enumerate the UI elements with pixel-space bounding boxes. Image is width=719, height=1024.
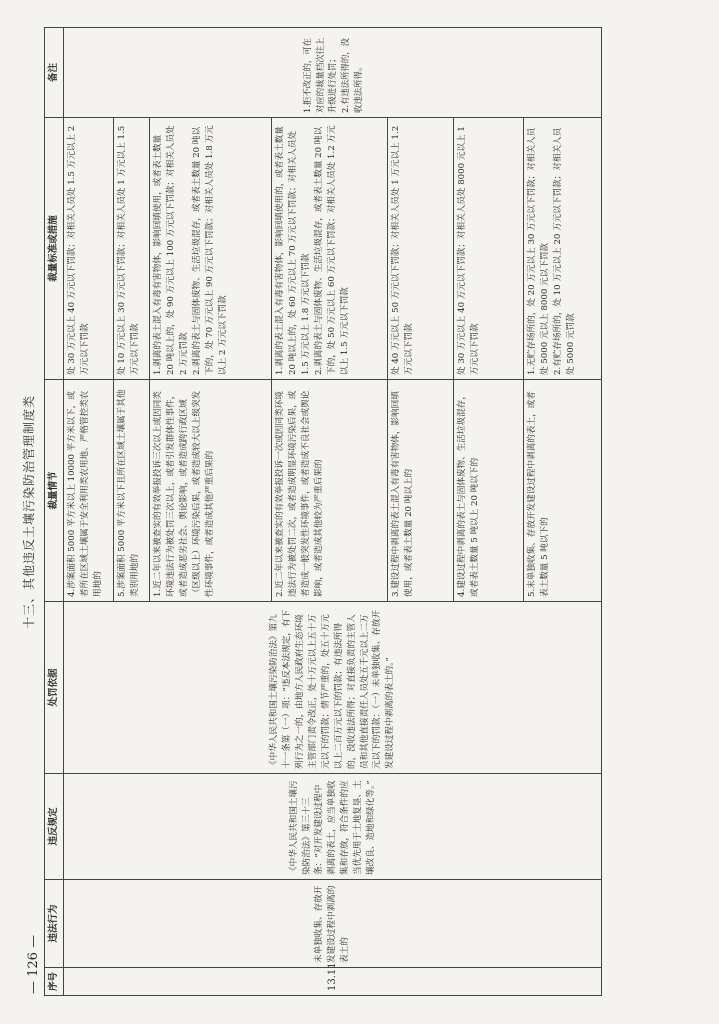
cell-circumstance: 2.近二年以来被查实的有效举报投诉一次或因同类环境违法行为被处罚二次，或者造成明显环境污染后果，或者造成一般突发性环境事件，或者造成不良社会或舆论影响，或者造成其他较为严重后果的 [272, 380, 388, 602]
cell-standard: 1.无贮存场所的，处 20 万元以上 30 万元以下罚款；对相关人员处 5000 元以上 8000 元以下罚款 2.有贮存场所的，处 10 万元以上 20 万元以下罚款；对相关人员处 5000 元罚款 [524, 118, 602, 380]
header-row [45, 28, 64, 996]
table-row [64, 28, 114, 996]
cell-rule: 《中华人民共和国土壤污染防治法》第三十三条：“对开发建设过程中剥离的表土，应当单独收集和存放，符合条件的应当优先用于土地复垦、土壤改良、造地和绿化等。” [64, 774, 602, 880]
cell-basis: 《中华人民共和国土壤污染防治法》第九十一条第（一）项：“违反本法规定，有下列行为之一的，由地方人民政府生态环境主管部门责令改正，处十万元以上五十万元以下的罚款；情节严重的，处五十万元以上二百万元以下的罚款；有违法所得的，没收违法所得；对直接负责的主管人员和其他直接责任人员处五千元以上二万元以下的罚款：（一）未单独收集、存放开发建设过程中剥离的表土的。” [64, 602, 602, 774]
cell-standard: 处 40 万元以上 50 万元以下罚款；对相关人员处 1 万元以上 1.2 万元以下罚款 [388, 118, 454, 380]
header-act: 违法行为 [45, 880, 64, 968]
cell-circumstance: 3.建设过程中剥离的表土混入有毒有害物体，影响回填使用，或者表土数量 20 吨以上的 [388, 380, 454, 602]
penalty-discretion-table [44, 27, 602, 996]
cell-seq: 13.11 [64, 968, 602, 996]
header-circumstance: 裁量情节 [45, 380, 64, 602]
cell-standard: 处 10 万元以上 30 万元以下罚款；对相关人员处 1 万元以上 1.5 万元以下罚款 [114, 118, 150, 380]
table-title: 十三、其他违反土壤污染防治管理制度类 [22, 395, 36, 630]
header-basis: 处罚依据 [45, 602, 64, 774]
cell-standard: 处 30 万元以上 40 万元以下罚款；对相关人员处 1.5 万元以上 2 万元以下罚款 [64, 118, 114, 380]
cell-standard: 处 30 万元以上 40 万元以下罚款；对相关人员处 8000 元以上 1 万元以下罚款 [454, 118, 524, 380]
cell-act: 未单独收集、存放开发建设过程中剥离的表土的 [64, 880, 602, 968]
cell-circumstance: 5.涉案面积 5000 平方米以下且所在区域土壤属于其他类别用地的 [114, 380, 150, 602]
cell-circumstance: 4.建设过程中剥离的表土与固体废物、生活垃圾混存，或者表土数量 5 吨以上 20 吨以下的 [454, 380, 524, 602]
cell-remark: 1.拒不改正的，可在对应的裁量档次往上升级进行处罚； 2.有违法所得的，没收违法所得。 [64, 28, 602, 118]
header-remark: 备注 [45, 28, 64, 118]
cell-circumstance: 1.近二年以来被查实的有效举报投诉三次以上或因同类环境违法行为被处罚三次以上，或者引发群体性事件，或者造成恶劣社会、舆论影响，或者造成跨行政区域（区级以上）环境污染后果，或者造成较大以上级突发性环境事件，或者造成其他严重后果的 [150, 380, 272, 602]
page-number: — 126 — [26, 934, 41, 994]
cell-standard: 1.剥离的表土混入有毒有害物体，影响回填使用，或者表土数量 20 吨以上的，处 90 万元以上 100 万元以下罚款；对相关人员处 2 万元罚款 2.剥离的表土与固体废物、生活垃圾混存，或者表土数量 20 吨以下的，处 70 万元以上 90 万元以下罚款；对相关人员处 1.8 万元以上 2 万元以下罚款 [150, 118, 272, 380]
header-standard: 裁量标准或措施 [45, 118, 64, 380]
cell-circumstance: 4.涉案面积 5000 平方米以上 10000 平方米以下，或者所在区域土壤属于安全利用类农用地、严格管控类农用地的 [64, 380, 114, 602]
header-rule: 违反规定 [45, 774, 64, 880]
cell-circumstance: 5.未单独收集、存放开发建设过程中剥离的表土，或者表土数量 5 吨以下的 [524, 380, 602, 602]
header-seq: 序号 [45, 968, 64, 996]
cell-standard: 1.剥离的表土混入有毒有害物体，影响回填使用的，或者表土数量 20 吨以上的，处 60 万元以上 70 万元以下罚款；对相关人员处 1.5 万元以上 1.8 万元以下罚款 2.剥离的表土与固体废物、生活垃圾混存，或者表土数量 20 吨以下的，处 50 万元以上 60 万元以下罚款；对相关人员处 1.2 万元以上 1.5 万元以下罚款 [272, 118, 388, 380]
